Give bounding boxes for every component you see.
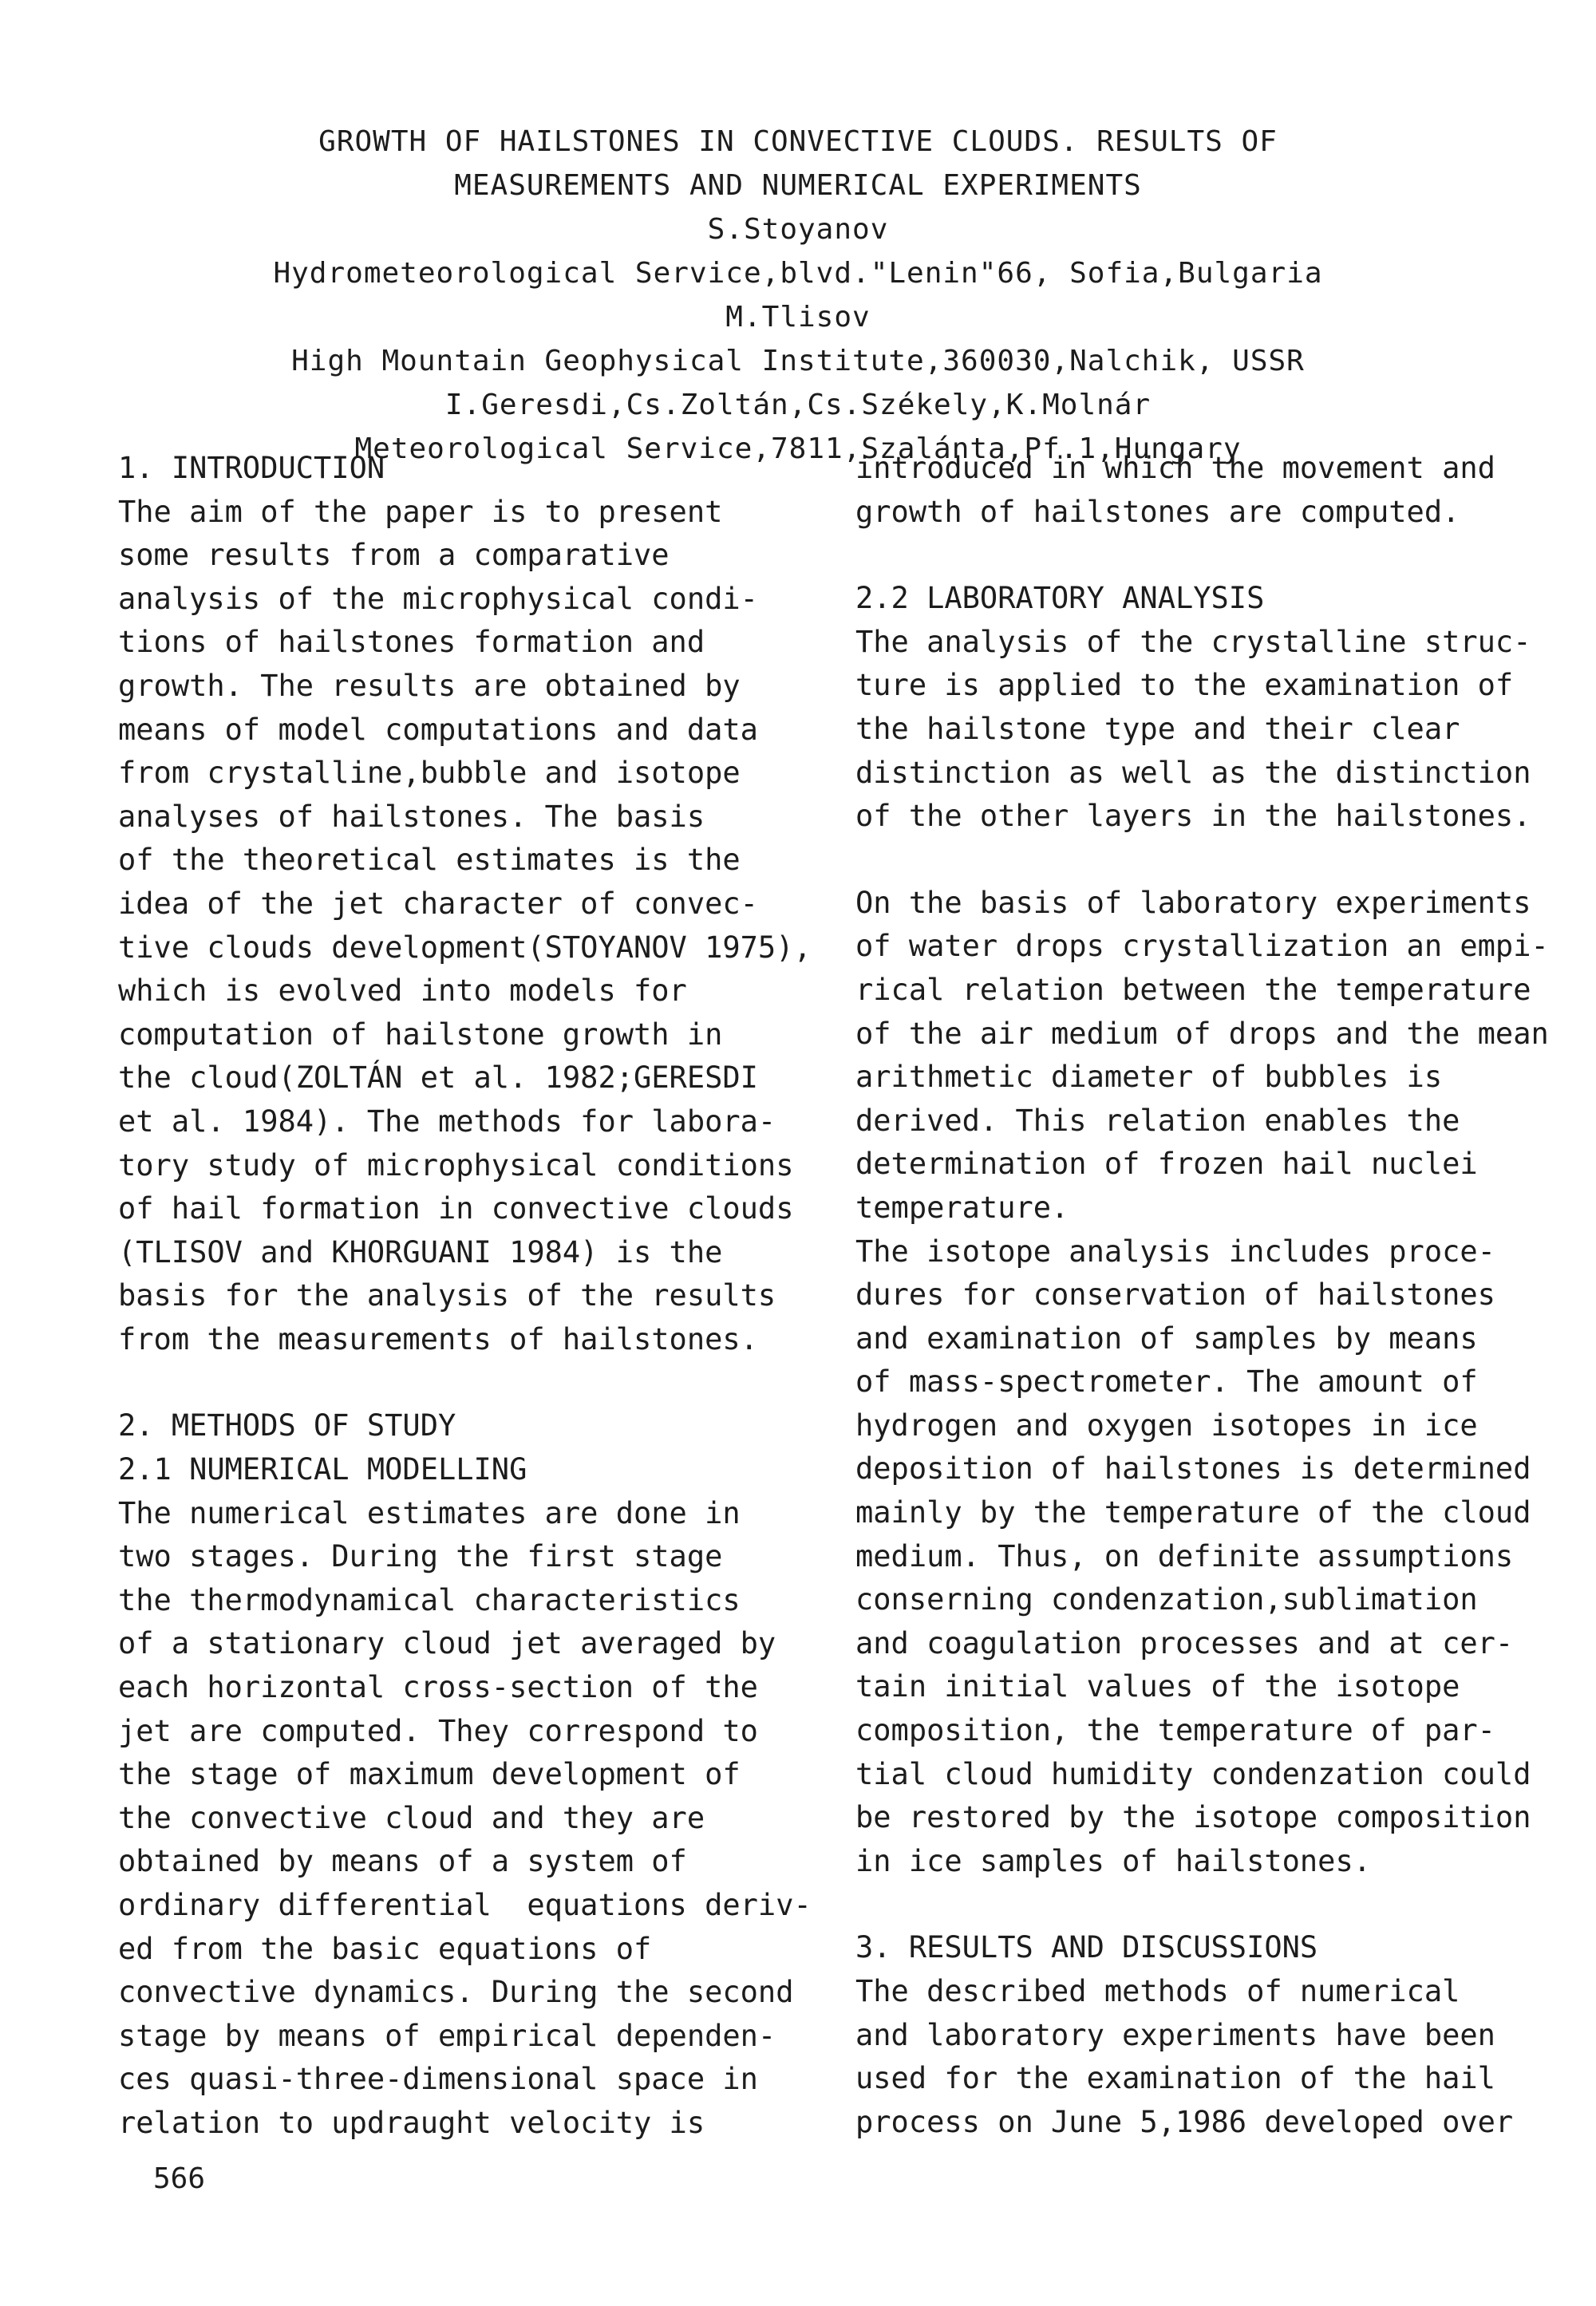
text-line: dures for conservation of hailstones bbox=[855, 1277, 1495, 1313]
text-line: some results from a comparative bbox=[118, 538, 670, 573]
text-line: rical relation between the temperature bbox=[855, 972, 1531, 1007]
text-line: composition, the temperature of par- bbox=[855, 1713, 1495, 1748]
text-line: jet are computed. They correspond to bbox=[118, 1713, 758, 1748]
text-line: basis for the analysis of the results bbox=[118, 1278, 776, 1313]
text-line: conserning condenzation,sublimation bbox=[855, 1582, 1478, 1617]
author-affiliation: Hydrometeorological Service,blvd."Lenin"66, Sofia,Bulgaria bbox=[273, 257, 1323, 290]
text-line: On the basis of laboratory experiments bbox=[855, 885, 1531, 920]
text-line: The analysis of the crystalline struc- bbox=[855, 624, 1531, 659]
laboratory-paragraph bbox=[855, 621, 1574, 839]
text-line: ces quasi-three-dimensional space in bbox=[118, 2062, 758, 2097]
text-line: the thermodynamical characteristics bbox=[118, 1582, 741, 1617]
text-line: et al. 1984). The methods for labora- bbox=[118, 1104, 776, 1139]
right-column bbox=[855, 447, 1574, 2144]
text-line: which is evolved into models for bbox=[118, 973, 687, 1009]
text-line: ed from the basic equations of bbox=[118, 1931, 652, 1966]
title-line: GROWTH OF HAILSTONES IN CONVECTIVE CLOUDS. RESULTS OF bbox=[318, 125, 1278, 158]
page-number: 566 bbox=[153, 2162, 206, 2195]
text-line: growth of hailstones are computed. bbox=[855, 494, 1460, 529]
introduction-paragraph bbox=[118, 491, 836, 1362]
text-line: in ice samples of hailstones. bbox=[855, 1843, 1372, 1878]
text-line: the cloud(ZOLTÁN et al. 1982;GERESDI bbox=[118, 1060, 758, 1096]
text-line: idea of the jet character of convec- bbox=[118, 886, 758, 921]
results-paragraph bbox=[855, 1970, 1574, 2144]
text-line: of the theoretical estimates is the bbox=[118, 843, 741, 878]
text-line: analysis of the microphysical condi- bbox=[118, 581, 758, 616]
text-line: tain initial values of the isotope bbox=[855, 1669, 1460, 1704]
text-line: analyses of hailstones. The basis bbox=[118, 799, 705, 834]
text-line: from crystalline,bubble and isotope bbox=[118, 756, 741, 791]
text-line: process on June 5,1986 developed over bbox=[855, 2104, 1514, 2139]
text-line: tions of hailstones formation and bbox=[118, 625, 705, 660]
author-name: S.Stoyanov bbox=[707, 213, 889, 246]
text-line: stage by means of empirical dependen- bbox=[118, 2018, 776, 2053]
text-line: mainly by the temperature of the cloud bbox=[855, 1495, 1531, 1530]
text-line: tory study of microphysical conditions bbox=[118, 1147, 794, 1183]
text-line: medium. Thus, on definite assumptions bbox=[855, 1538, 1514, 1574]
title-line: MEASUREMENTS AND NUMERICAL EXPERIMENTS bbox=[454, 169, 1142, 202]
section-heading-methods: 2. METHODS OF STUDY bbox=[118, 1408, 456, 1443]
text-line: (TLISOV and KHORGUANI 1984) is the bbox=[118, 1234, 723, 1269]
text-line: growth. The results are obtained by bbox=[118, 668, 741, 703]
text-line: convective dynamics. During the second bbox=[118, 1975, 794, 2010]
paper-header bbox=[0, 120, 1596, 471]
subsection-heading-laboratory: 2.2 LABORATORY ANALYSIS bbox=[855, 581, 1265, 616]
text-line: The described methods of numerical bbox=[855, 1974, 1460, 2008]
author-affiliation: Meteorological Service,7811,Szalánta,Pf.1,Hungary bbox=[354, 432, 1242, 465]
text-line: used for the examination of the hail bbox=[855, 2061, 1495, 2096]
text-line: and coagulation processes and at cer- bbox=[855, 1625, 1514, 1660]
text-line: distinction as well as the distinction bbox=[855, 755, 1531, 790]
text-line: tial cloud humidity condenzation could bbox=[855, 1756, 1531, 1791]
text-line: of mass-spectrometer. The amount of bbox=[855, 1364, 1478, 1400]
text-line: deposition of hailstones is determined bbox=[855, 1451, 1531, 1487]
text-line: the stage of maximum development of bbox=[118, 1757, 741, 1792]
section-heading-introduction: 1. INTRODUCTION bbox=[118, 451, 385, 485]
text-line: of the other layers in the hailstones. bbox=[855, 799, 1531, 834]
text-line: temperature. bbox=[855, 1190, 1069, 1225]
text-line: The aim of the paper is to present bbox=[118, 494, 723, 529]
text-line: of hail formation in convective clouds bbox=[118, 1191, 794, 1226]
text-line: of water drops crystallization an empi- bbox=[855, 929, 1549, 964]
text-line: each horizontal cross-section of the bbox=[118, 1670, 758, 1705]
text-line: relation to updraught velocity is bbox=[118, 2105, 705, 2140]
isotope-paragraph bbox=[855, 882, 1574, 1884]
text-line: obtained by means of a system of bbox=[118, 1844, 687, 1879]
text-line: the hailstone type and their clear bbox=[855, 711, 1460, 746]
text-line: arithmetic diameter of bubbles is bbox=[855, 1060, 1443, 1095]
text-line: and examination of samples by means bbox=[855, 1321, 1478, 1356]
text-line: hydrogen and oxygen isotopes in ice bbox=[855, 1408, 1478, 1443]
subsection-heading-numerical: 2.1 NUMERICAL MODELLING bbox=[118, 1452, 527, 1487]
left-column bbox=[118, 447, 836, 2146]
text-line: determination of frozen hail nuclei bbox=[855, 1147, 1478, 1182]
section-heading-results: 3. RESULTS AND DISCUSSIONS bbox=[855, 1930, 1318, 1965]
text-line: derived. This relation enables the bbox=[855, 1103, 1460, 1138]
text-line: The isotope analysis includes proce- bbox=[855, 1234, 1495, 1269]
text-line: of the air medium of drops and the mean bbox=[855, 1016, 1549, 1051]
numerical-paragraph bbox=[118, 1492, 836, 2146]
author-affiliation: High Mountain Geophysical Institute,360030,Nalchik, USSR bbox=[291, 345, 1305, 377]
text-line: ordinary differential equations deriv- bbox=[118, 1888, 812, 1922]
author-name: M.Tlisov bbox=[725, 301, 871, 334]
continued-paragraph bbox=[855, 447, 1574, 534]
text-line: the convective cloud and they are bbox=[118, 1800, 705, 1835]
text-line: and laboratory experiments have been bbox=[855, 2017, 1495, 2052]
text-line: be restored by the isotope composition bbox=[855, 1800, 1531, 1835]
text-line: tive clouds development(STOYANOV 1975), bbox=[118, 930, 812, 965]
text-line: two stages. During the first stage bbox=[118, 1539, 723, 1574]
text-line: computation of hailstone growth in bbox=[118, 1017, 723, 1052]
text-line: means of model computations and data bbox=[118, 712, 758, 747]
text-line: of a stationary cloud jet averaged by bbox=[118, 1626, 776, 1661]
text-line: ture is applied to the examination of bbox=[855, 668, 1514, 703]
text-line: The numerical estimates are done in bbox=[118, 1495, 741, 1530]
author-name: I.Geresdi,Cs.Zoltán,Cs.Székely,K.Molnár bbox=[444, 389, 1152, 421]
text-line: from the measurements of hailstones. bbox=[118, 1321, 758, 1356]
text-line: introduced in which the movement and bbox=[855, 451, 1495, 485]
